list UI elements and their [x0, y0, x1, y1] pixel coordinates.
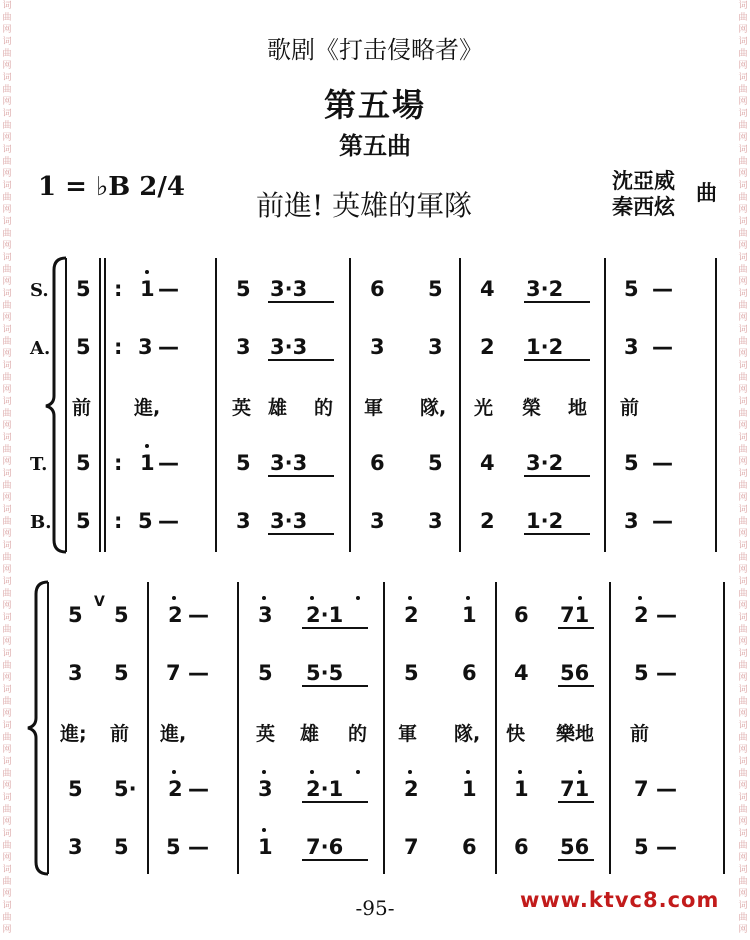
- note: 5: [68, 603, 83, 627]
- note: 3: [428, 335, 443, 359]
- note: 2: [480, 509, 495, 533]
- note: 5: [428, 451, 443, 475]
- octave-dot: [310, 770, 314, 774]
- note-group: 2·1: [306, 777, 344, 801]
- octave-dot: [518, 770, 522, 774]
- note: 4: [514, 661, 529, 685]
- lyric: 的: [348, 723, 368, 745]
- lyric: 前: [72, 397, 92, 419]
- note: 3: [138, 335, 153, 359]
- lyric: 前: [630, 723, 650, 745]
- note: 6: [370, 277, 385, 301]
- note: 5: [404, 661, 419, 685]
- octave-dot: [172, 596, 176, 600]
- note: 2: [634, 603, 649, 627]
- page-number: -95-: [355, 896, 395, 920]
- hold-dash: —: [158, 451, 179, 475]
- repeat-sign: :: [114, 335, 123, 359]
- note-group: 5·5: [306, 661, 344, 685]
- octave-dot: [145, 444, 149, 448]
- note: 1: [140, 277, 155, 301]
- note-group: 71: [560, 777, 590, 801]
- lyric: 的: [314, 397, 334, 419]
- hold-dash: —: [652, 509, 673, 533]
- lyric: 榮: [522, 397, 542, 419]
- lyric: 樂地: [556, 723, 595, 745]
- lyric: 軍: [398, 723, 418, 745]
- note-group: 1·2: [526, 509, 564, 533]
- hold-dash: —: [652, 277, 673, 301]
- note: 7: [634, 777, 649, 801]
- note: 5: [76, 509, 91, 533]
- note: 3: [68, 835, 83, 859]
- note: 5: [114, 603, 129, 627]
- composer-name-1: 沈亞威: [612, 168, 675, 193]
- note: 2: [168, 777, 183, 801]
- site-watermark: www.ktvc8.com: [520, 888, 720, 912]
- note: 5: [624, 277, 639, 301]
- note-group: 3·2: [526, 277, 564, 301]
- lyric: 進,: [134, 397, 161, 419]
- note: 5: [236, 277, 251, 301]
- note: 5: [114, 835, 129, 859]
- note: 3: [428, 509, 443, 533]
- note: 3: [68, 661, 83, 685]
- part-label-alto: A.: [30, 338, 51, 359]
- part-label-soprano: S.: [30, 280, 49, 301]
- note-group: 56: [560, 835, 590, 859]
- note-group: 3·3: [270, 509, 308, 533]
- note: 1: [140, 451, 155, 475]
- note: 7: [404, 835, 419, 859]
- note-group: 3·3: [270, 335, 308, 359]
- hold-dash: —: [656, 661, 677, 685]
- note: 3: [624, 509, 639, 533]
- hold-dash: —: [656, 603, 677, 627]
- note: 5: [258, 661, 273, 685]
- note-group: 56: [560, 661, 590, 685]
- hold-dash: —: [656, 835, 677, 859]
- note: 3: [236, 509, 251, 533]
- octave-dot: [408, 596, 412, 600]
- breath-mark: V: [94, 594, 105, 610]
- note: 3: [624, 335, 639, 359]
- octave-dot: [466, 770, 470, 774]
- note: 3: [370, 335, 385, 359]
- lyric: 前: [110, 723, 130, 745]
- octave-dot: [638, 596, 642, 600]
- octave-dot: [466, 596, 470, 600]
- octave-dot: [356, 596, 360, 600]
- note: 7: [166, 661, 181, 685]
- note-group: 1·2: [526, 335, 564, 359]
- octave-dot: [262, 828, 266, 832]
- note: 5: [428, 277, 443, 301]
- note: 6: [462, 661, 477, 685]
- note: 6: [370, 451, 385, 475]
- note: 4: [480, 451, 495, 475]
- opera-title: 歌剧《打击侵略者》: [267, 36, 483, 64]
- lyric: 地: [568, 397, 588, 419]
- octave-dot: [262, 770, 266, 774]
- part-label-tenor: T.: [30, 454, 48, 475]
- note: 5: [114, 661, 129, 685]
- lyric: 進;: [60, 723, 87, 745]
- note: 5·: [114, 777, 137, 801]
- lyric: 進,: [160, 723, 187, 745]
- note: 5: [236, 451, 251, 475]
- scene-title: 第五場: [323, 86, 426, 124]
- note: 3: [258, 603, 273, 627]
- note: 2: [404, 777, 419, 801]
- octave-dot: [356, 770, 360, 774]
- composer-name-2: 秦西炫: [612, 194, 675, 219]
- lyric: 軍: [364, 397, 384, 419]
- octave-dot: [262, 596, 266, 600]
- lyric: 隊,: [454, 723, 481, 745]
- hold-dash: —: [188, 835, 209, 859]
- lyric: 雄: [300, 723, 320, 745]
- note: 5: [634, 835, 649, 859]
- note: 5: [76, 451, 91, 475]
- note: 5: [138, 509, 153, 533]
- octave-dot: [310, 596, 314, 600]
- lyric: 雄: [268, 397, 288, 419]
- note: 6: [462, 835, 477, 859]
- note: 1: [462, 603, 477, 627]
- lyric: 英: [232, 397, 252, 419]
- lyric: 光: [474, 397, 494, 419]
- octave-dot: [408, 770, 412, 774]
- hold-dash: —: [188, 603, 209, 627]
- octave-dot: [145, 270, 149, 274]
- note: 3: [258, 777, 273, 801]
- lyric: 前: [620, 397, 640, 419]
- song-title: 前進! 英雄的軍隊: [256, 189, 473, 222]
- note: 5: [76, 335, 91, 359]
- note: 6: [514, 603, 529, 627]
- hold-dash: —: [188, 777, 209, 801]
- hold-dash: —: [158, 509, 179, 533]
- note: 2: [480, 335, 495, 359]
- note: 2: [168, 603, 183, 627]
- octave-dot: [578, 596, 582, 600]
- note: 3: [370, 509, 385, 533]
- note: 5: [634, 661, 649, 685]
- note: 1: [258, 835, 273, 859]
- hold-dash: —: [158, 277, 179, 301]
- repeat-sign: :: [114, 277, 123, 301]
- repeat-sign: :: [114, 509, 123, 533]
- hold-dash: —: [158, 335, 179, 359]
- octave-dot: [172, 770, 176, 774]
- note: 6: [514, 835, 529, 859]
- hold-dash: —: [652, 451, 673, 475]
- note-group: 3·3: [270, 277, 308, 301]
- key-signature: 1 = ♭B 2/4: [38, 172, 185, 202]
- hold-dash: —: [656, 777, 677, 801]
- repeat-sign: :: [114, 451, 123, 475]
- note: 2: [404, 603, 419, 627]
- note-group: 2·1: [306, 603, 344, 627]
- note-group: 7·6: [306, 835, 344, 859]
- hold-dash: —: [188, 661, 209, 685]
- watermark-right: 词曲网词曲网词曲网词曲网词曲网词曲网词曲网词曲网词曲网词曲网词曲网词曲网词曲网词曲网词曲网词曲网词曲网词曲网词曲网词曲网词曲网词曲网词曲网词曲网词曲网词曲网: [738, 1, 748, 935]
- part-label-bass: B.: [30, 512, 52, 533]
- note: 3: [236, 335, 251, 359]
- lyric: 隊,: [420, 397, 447, 419]
- octave-dot: [578, 770, 582, 774]
- note-group: 3·2: [526, 451, 564, 475]
- note-group: 71: [560, 603, 590, 627]
- watermark-text: 词曲网词曲网词曲网词曲网词曲网词曲网词曲网词曲网词曲网词曲网词曲网词曲网词曲网词曲网词曲网词曲网词曲网词曲网词曲网词曲网词曲网词曲网词曲网词曲网词曲网词曲网: [2, 1, 12, 935]
- note: 5: [166, 835, 181, 859]
- note: 5: [68, 777, 83, 801]
- note: 1: [514, 777, 529, 801]
- note-group: 3·3: [270, 451, 308, 475]
- composer-role: 曲: [696, 180, 717, 205]
- hold-dash: —: [652, 335, 673, 359]
- note: 5: [76, 277, 91, 301]
- lyric: 快: [506, 723, 526, 745]
- piece-number: 第五曲: [339, 131, 411, 160]
- note: 4: [480, 277, 495, 301]
- note: 5: [624, 451, 639, 475]
- lyric: 英: [256, 723, 276, 745]
- note: 1: [462, 777, 477, 801]
